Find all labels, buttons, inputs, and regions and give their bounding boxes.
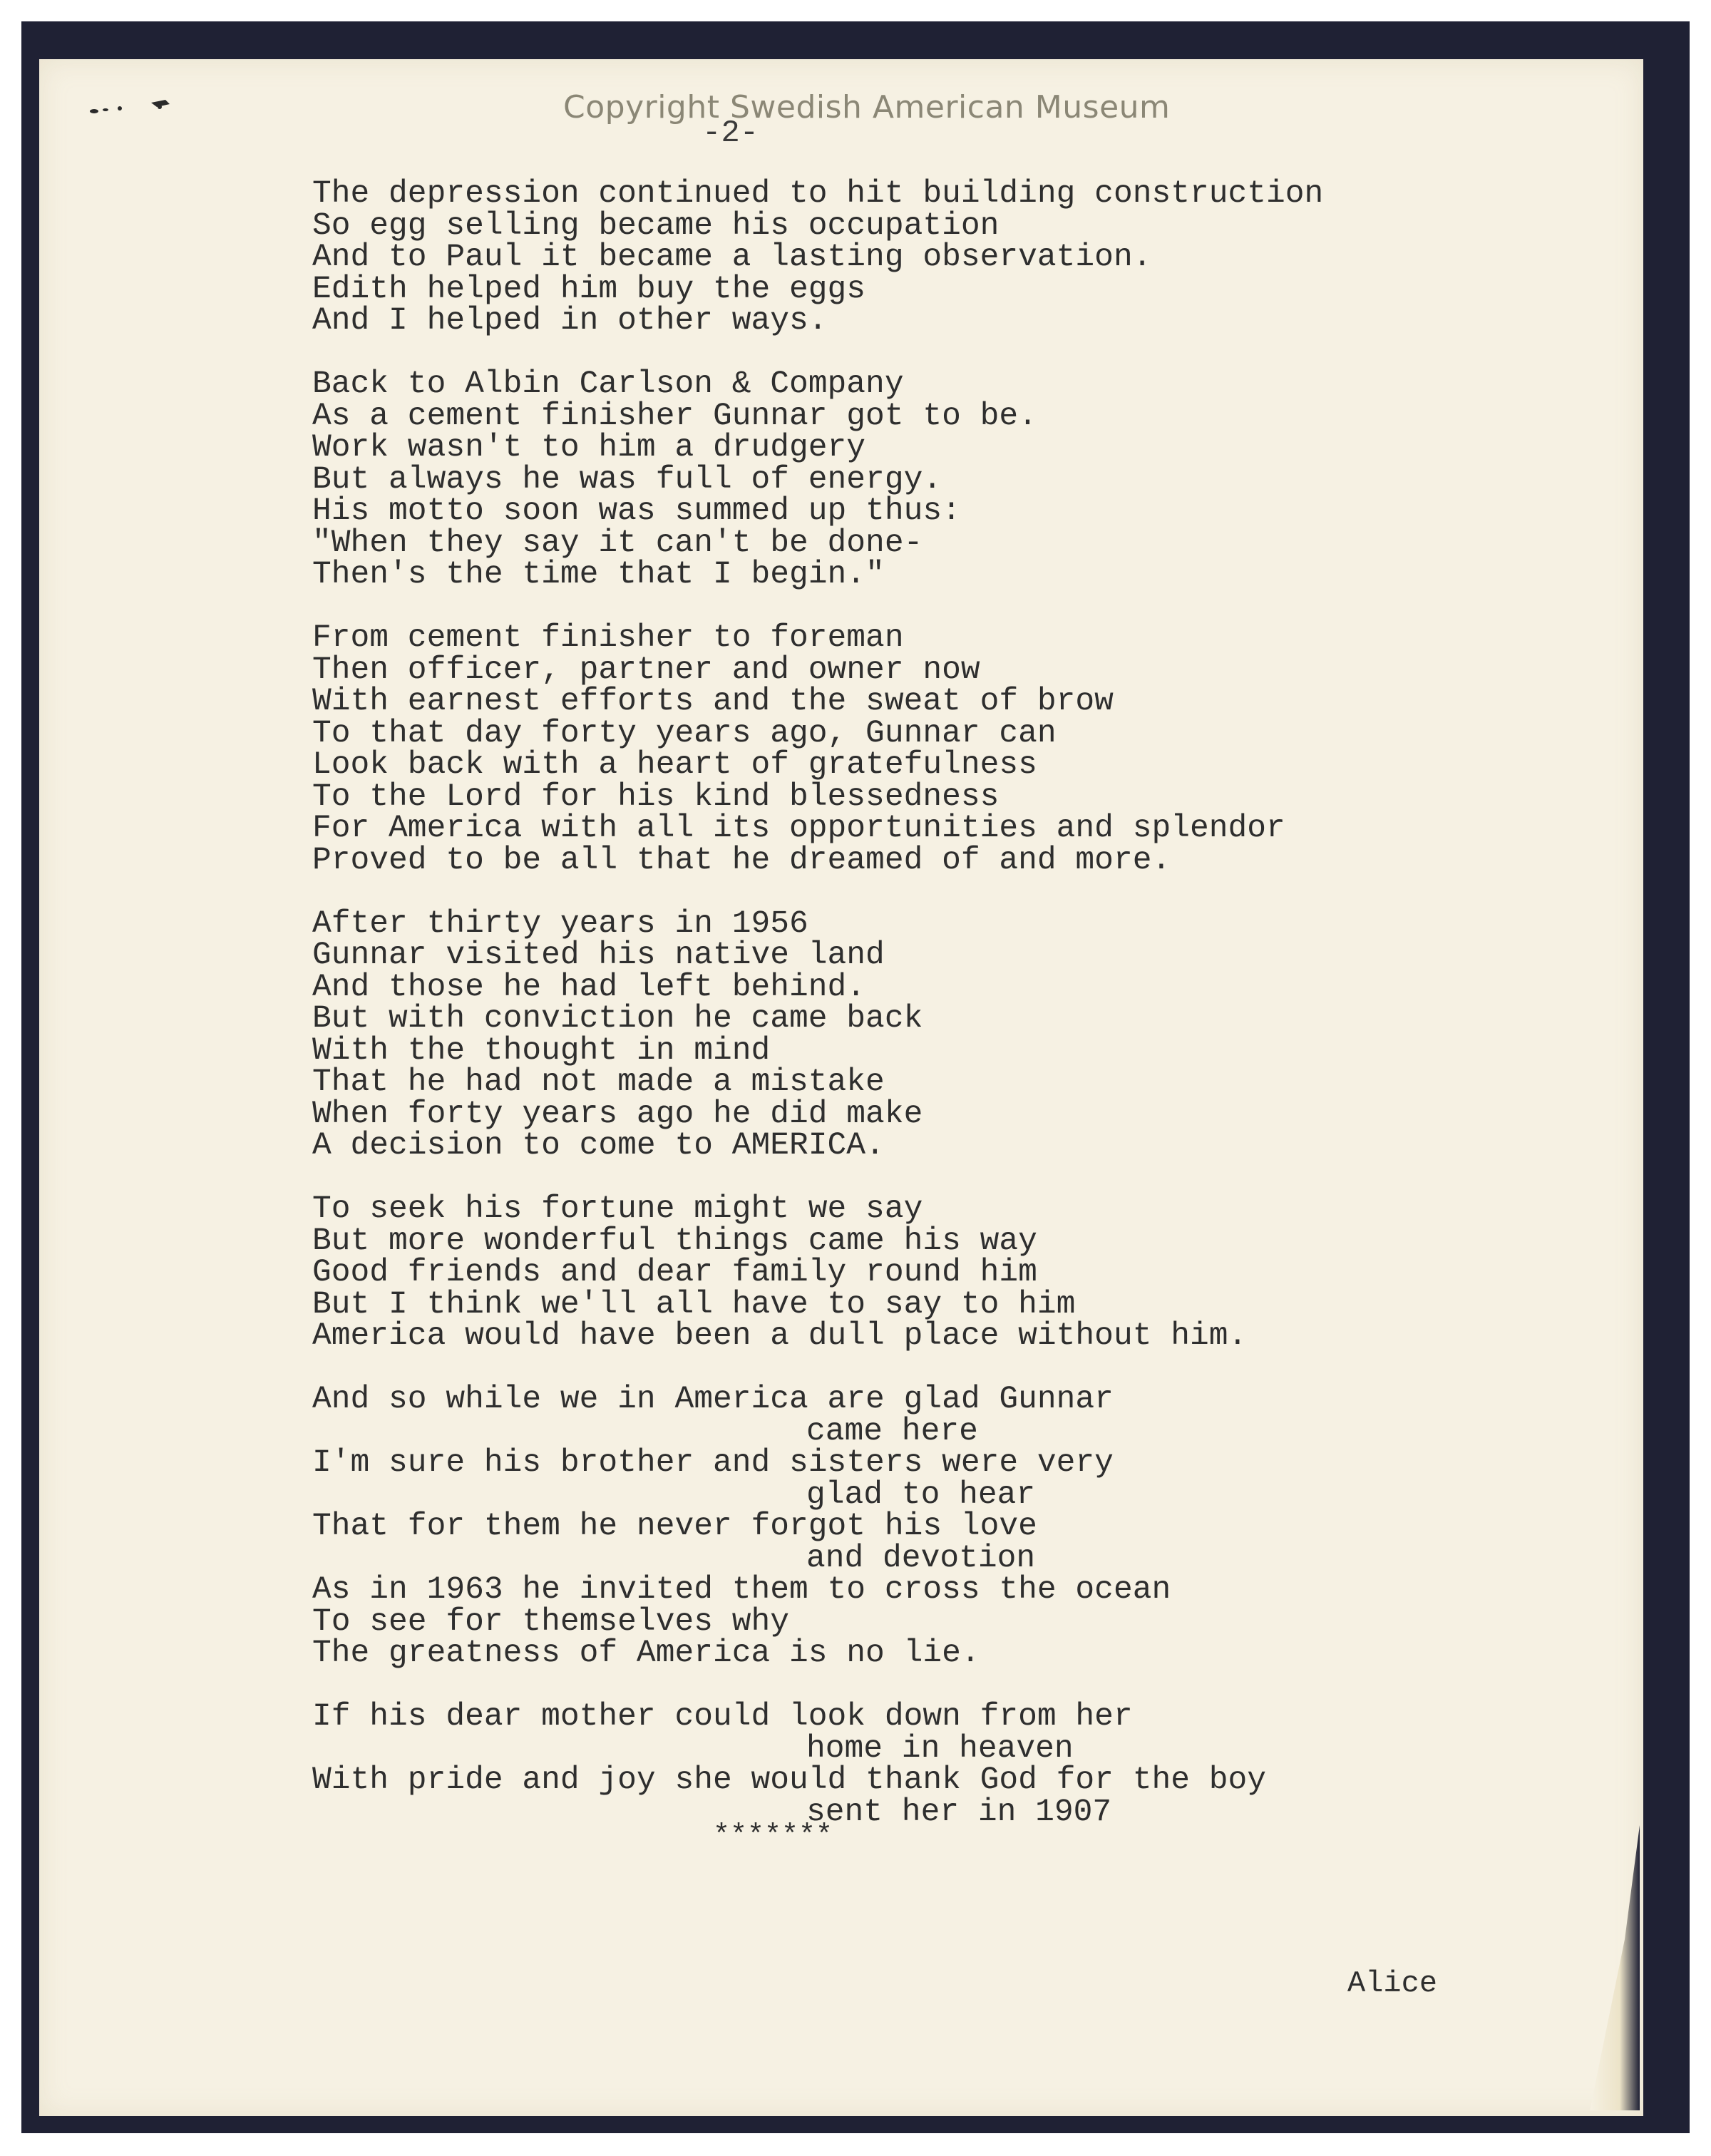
stanza-break: [312, 876, 1323, 908]
poem-line: The greatness of America is no lie.: [312, 1636, 980, 1671]
poem-line: After thirty years in 1956: [312, 905, 808, 942]
poem-line: From cement finisher to foreman: [312, 620, 904, 656]
copyright-watermark: Copyright Swedish American Museum: [563, 89, 1171, 125]
poem-line: And so while we in America are glad Gunnar: [312, 1382, 1114, 1417]
poem-line: Good friends and dear family round him: [312, 1255, 1037, 1290]
poem-line-continuation: and devotion: [806, 1540, 1036, 1576]
poem-line: As in 1963 he invited them to cross the ocean: [312, 1572, 1171, 1608]
poem-line: With earnest efforts and the sweat of brow: [312, 684, 1114, 719]
poem-line: And those he had left behind.: [312, 969, 866, 1005]
poem-body: [312, 178, 1323, 1828]
poem-line: Edith helped him buy the eggs: [312, 271, 866, 307]
stanza-break: [312, 1162, 1323, 1194]
poem-line: To the Lord for his kind blessedness: [312, 779, 1000, 815]
poem-line-continuation: glad to hear: [806, 1477, 1036, 1513]
poem-line: A decision to come to AMERICA.: [312, 1128, 885, 1164]
poem-line: The depression continued to hit building construction: [312, 176, 1324, 212]
poem-line: Look back with a heart of gratefulness: [312, 747, 1037, 783]
ink-specks: [86, 93, 192, 121]
poem-line: That he had not made a mistake: [312, 1064, 885, 1100]
poem-line: Proved to be all that he dreamed of and more.: [312, 842, 1171, 878]
poem-line: Then officer, partner and owner now: [312, 652, 980, 688]
poem-line: For America with all its opportunities and splendor: [312, 811, 1285, 846]
stanza-break: [312, 337, 1323, 369]
poem-line: That for them he never forgot his love: [312, 1509, 1037, 1544]
poem-line: But more wonderful things came his way: [312, 1223, 1037, 1259]
poem-line: When forty years ago he did make: [312, 1096, 923, 1132]
poem-line: I'm sure his brother and sisters were very: [312, 1445, 1114, 1481]
separator-asterisks: *******: [713, 1820, 833, 1852]
poem-line-continuation: sent her in 1907: [806, 1794, 1112, 1830]
poem-line-continuation: came here: [806, 1413, 978, 1449]
signature: Alice: [1347, 1966, 1438, 2001]
poem-line: With pride and joy she would thank God for the boy: [312, 1762, 1267, 1798]
poem-line: America would have been a dull place without him.: [312, 1318, 1248, 1354]
poem-line: But I think we'll all have to say to him: [312, 1286, 1076, 1323]
stanza-break: [312, 591, 1323, 623]
poem-line-continuation: home in heaven: [806, 1730, 1074, 1767]
stanza-break: [312, 1670, 1323, 1702]
poem-line: As a cement finisher Gunnar got to be.: [312, 398, 1037, 434]
poem-line: If his dear mother could look down from her: [312, 1699, 1133, 1735]
poem-line: And I helped in other ways.: [312, 303, 828, 339]
poem-line: With the thought in mind: [312, 1032, 771, 1069]
poem-line: To that day forty years ago, Gunnar can: [312, 715, 1057, 751]
poem-line: His motto soon was summed up thus:: [312, 493, 961, 529]
poem-line: But with conviction he came back: [312, 1001, 923, 1037]
poem-line: Back to Albin Carlson & Company: [312, 366, 904, 402]
poem-line: And to Paul it became a lasting observation.: [312, 240, 1152, 275]
page-number: -2-: [702, 115, 759, 151]
poem-line: Then's the time that I begin.": [312, 557, 885, 592]
poem-line: Work wasn't to him a drudgery: [312, 430, 866, 466]
poem-line: "When they say it can't be done-: [312, 525, 923, 561]
poem-line: But always he was full of energy.: [312, 461, 942, 498]
stanza-break: [312, 1352, 1323, 1385]
poem-line: To see for themselves why: [312, 1603, 790, 1640]
poem-line: Gunnar visited his native land: [312, 938, 885, 973]
poem-line: So egg selling became his occupation: [312, 207, 1000, 244]
poem-line: To seek his fortune might we say: [312, 1191, 923, 1227]
